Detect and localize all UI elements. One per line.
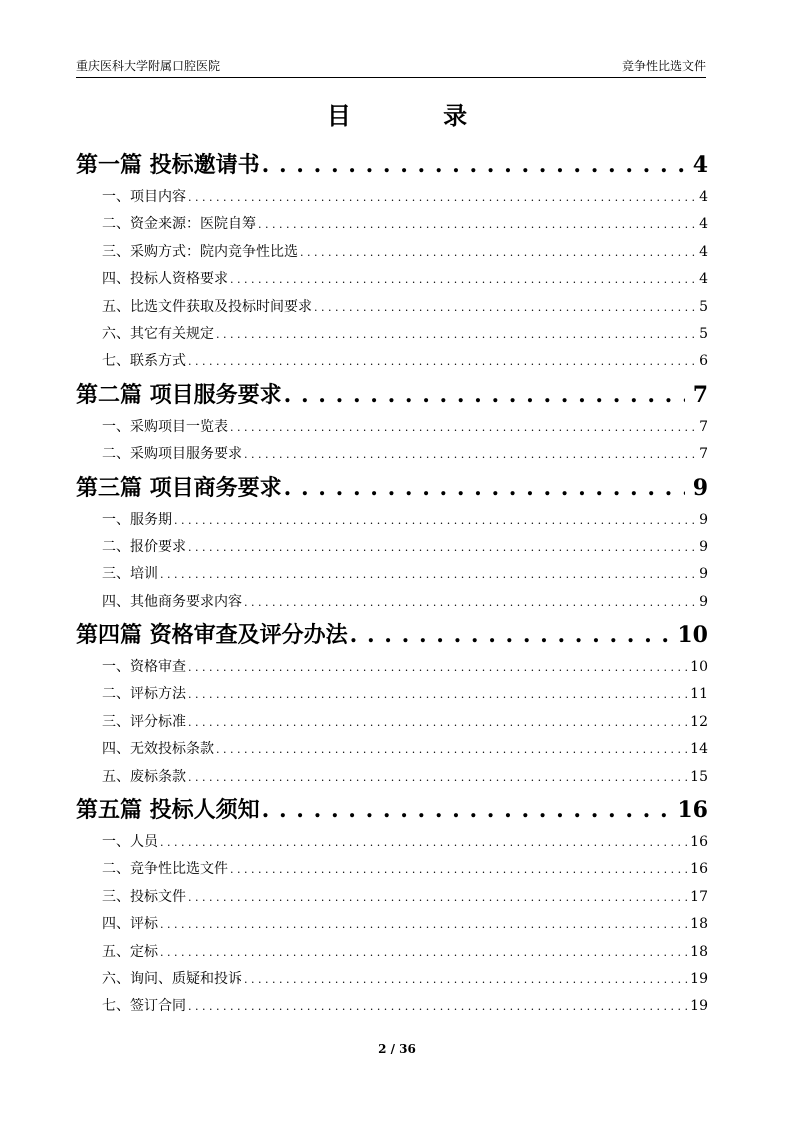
dot-leader bbox=[244, 966, 688, 993]
section-page-number: 4 bbox=[699, 216, 708, 233]
dot-leader bbox=[160, 561, 697, 588]
section-label: 一、项目内容 bbox=[102, 189, 186, 205]
section-label: 七、签订合同 bbox=[102, 998, 186, 1015]
toc-section-entry[interactable] bbox=[76, 211, 708, 238]
section-page-number: 9 bbox=[699, 538, 708, 555]
dot-leader bbox=[188, 709, 688, 736]
section-label: 一、服务期 bbox=[102, 511, 172, 528]
dot-leader bbox=[188, 534, 697, 561]
toc-section-entry[interactable] bbox=[76, 709, 708, 736]
section-page-number: 9 bbox=[699, 593, 708, 610]
dot-leader bbox=[314, 294, 697, 321]
section-page-number: 4 bbox=[699, 271, 708, 288]
page-number: 2 / 36 bbox=[378, 1042, 416, 1056]
dot-leader bbox=[188, 184, 697, 211]
dot-leader bbox=[244, 589, 697, 616]
section-page-number: 7 bbox=[699, 418, 708, 435]
section-page-number: 15 bbox=[690, 768, 708, 785]
toc-section-entry[interactable] bbox=[76, 534, 708, 561]
dot-leader bbox=[244, 441, 697, 468]
toc-section-entry[interactable] bbox=[76, 294, 708, 321]
section-label: 三、采购方式：院内竞争性比选 bbox=[102, 243, 298, 260]
toc-section-entry[interactable] bbox=[76, 856, 708, 883]
section-page-number: 18 bbox=[690, 916, 708, 933]
section-page-number: 19 bbox=[690, 998, 708, 1015]
dot-leader bbox=[160, 911, 688, 938]
chapter-label: 第五篇 投标人须知 bbox=[76, 797, 260, 824]
dot-leader bbox=[188, 764, 688, 791]
section-label: 五、废标条款 bbox=[102, 768, 186, 785]
section-label: 一、人员 bbox=[102, 834, 158, 851]
toc-section-entry[interactable] bbox=[76, 654, 708, 681]
dot-leader bbox=[188, 884, 688, 911]
section-page-number: 9 bbox=[699, 511, 708, 528]
toc-chapter-entry[interactable] bbox=[76, 469, 708, 507]
section-label: 二、资金来源：医院自筹 bbox=[102, 216, 256, 233]
dot-leader bbox=[188, 993, 688, 1020]
section-page-number: 16 bbox=[690, 834, 708, 851]
section-page-number: 4 bbox=[699, 243, 708, 260]
toc-chapter-entry[interactable] bbox=[76, 616, 708, 654]
chapter-page-number: 4 bbox=[692, 152, 708, 178]
section-label: 三、投标文件 bbox=[102, 888, 186, 905]
chapter-page-number: 10 bbox=[677, 622, 708, 649]
section-page-number: 5 bbox=[699, 325, 708, 342]
section-label: 二、竞争性比选文件 bbox=[102, 861, 228, 878]
chapter-label: 第一篇 投标邀请书 bbox=[76, 152, 260, 178]
toc-section-entry[interactable] bbox=[76, 184, 708, 211]
toc-section-entry[interactable] bbox=[76, 441, 708, 468]
toc-section-entry[interactable] bbox=[76, 993, 708, 1020]
toc-chapter-entry[interactable] bbox=[76, 791, 708, 829]
toc-section-entry[interactable] bbox=[76, 911, 708, 938]
section-page-number: 4 bbox=[699, 189, 708, 205]
section-page-number: 12 bbox=[690, 713, 708, 730]
section-page-number: 10 bbox=[690, 659, 708, 676]
toc-section-entry[interactable] bbox=[76, 884, 708, 911]
toc-section-entry[interactable] bbox=[76, 507, 708, 534]
toc-section-entry[interactable] bbox=[76, 966, 708, 993]
section-label: 四、投标人资格要求 bbox=[102, 271, 228, 288]
toc-section-entry[interactable] bbox=[76, 348, 708, 375]
chapter-page-number: 9 bbox=[692, 474, 708, 501]
section-page-number: 7 bbox=[699, 446, 708, 463]
header-document-type: 竞争性比选文件 bbox=[621, 59, 706, 73]
section-page-number: 6 bbox=[699, 353, 708, 370]
dot-leader bbox=[262, 146, 685, 184]
chapter-label: 第四篇 资格审查及评分办法 bbox=[76, 622, 348, 649]
dot-leader bbox=[284, 376, 685, 414]
dot-leader bbox=[230, 856, 688, 883]
dot-leader bbox=[188, 654, 688, 681]
section-page-number: 16 bbox=[690, 861, 708, 878]
toc-section-entry[interactable] bbox=[76, 681, 708, 708]
section-label: 二、采购项目服务要求 bbox=[102, 446, 242, 463]
section-page-number: 19 bbox=[690, 970, 708, 987]
toc-title: 目 录 bbox=[326, 101, 510, 130]
toc-section-entry[interactable] bbox=[76, 321, 708, 348]
toc-section-entry[interactable] bbox=[76, 561, 708, 588]
dot-leader bbox=[174, 507, 697, 534]
dot-leader bbox=[262, 791, 670, 829]
section-label: 二、报价要求 bbox=[102, 538, 186, 555]
chapter-label: 第三篇 项目商务要求 bbox=[76, 474, 282, 501]
dot-leader bbox=[216, 321, 697, 348]
dot-leader bbox=[284, 469, 685, 507]
toc-section-entry[interactable] bbox=[76, 414, 708, 441]
section-label: 四、评标 bbox=[102, 916, 158, 933]
table-of-contents bbox=[76, 146, 708, 1021]
toc-section-entry[interactable] bbox=[76, 589, 708, 616]
section-label: 五、比选文件获取及投标时间要求 bbox=[102, 298, 312, 315]
toc-section-entry[interactable] bbox=[76, 266, 708, 293]
toc-section-entry[interactable] bbox=[76, 764, 708, 791]
dot-leader bbox=[230, 414, 697, 441]
toc-section-entry[interactable] bbox=[76, 829, 708, 856]
section-label: 五、定标 bbox=[102, 943, 158, 960]
section-label: 一、采购项目一览表 bbox=[102, 418, 228, 435]
page-header bbox=[76, 54, 706, 78]
dot-leader bbox=[188, 348, 697, 375]
section-page-number: 18 bbox=[690, 943, 708, 960]
chapter-page-number: 16 bbox=[677, 797, 708, 824]
section-label: 六、询问、质疑和投诉 bbox=[102, 970, 242, 987]
dot-leader bbox=[160, 829, 688, 856]
header-organization: 重庆医科大学附属口腔医院 bbox=[76, 59, 221, 73]
toc-section-entry[interactable] bbox=[76, 939, 708, 966]
dot-leader bbox=[230, 266, 697, 293]
dot-leader bbox=[258, 211, 697, 238]
section-label: 一、资格审查 bbox=[102, 659, 186, 676]
section-page-number: 17 bbox=[690, 888, 708, 905]
chapter-page-number: 7 bbox=[692, 381, 708, 408]
chapter-label: 第二篇 项目服务要求 bbox=[76, 381, 282, 408]
dot-leader bbox=[160, 939, 688, 966]
section-label: 四、无效投标条款 bbox=[102, 741, 214, 758]
dot-leader bbox=[188, 681, 688, 708]
section-page-number: 5 bbox=[699, 298, 708, 315]
section-label: 二、评标方法 bbox=[102, 686, 186, 703]
dot-leader bbox=[350, 616, 670, 654]
section-label: 三、培训 bbox=[102, 566, 158, 583]
section-label: 六、其它有关规定 bbox=[102, 325, 214, 342]
section-label: 三、评分标准 bbox=[102, 713, 186, 730]
section-page-number: 9 bbox=[699, 566, 708, 583]
dot-leader bbox=[216, 736, 688, 763]
section-label: 四、其他商务要求内容 bbox=[102, 593, 242, 610]
section-page-number: 14 bbox=[690, 741, 708, 758]
toc-section-entry[interactable] bbox=[76, 239, 708, 266]
toc-chapter-entry[interactable] bbox=[76, 376, 708, 414]
section-label: 七、联系方式 bbox=[102, 353, 186, 370]
dot-leader bbox=[300, 239, 697, 266]
section-page-number: 11 bbox=[690, 686, 708, 703]
toc-section-entry[interactable] bbox=[76, 736, 708, 763]
toc-chapter-entry[interactable] bbox=[76, 146, 708, 184]
